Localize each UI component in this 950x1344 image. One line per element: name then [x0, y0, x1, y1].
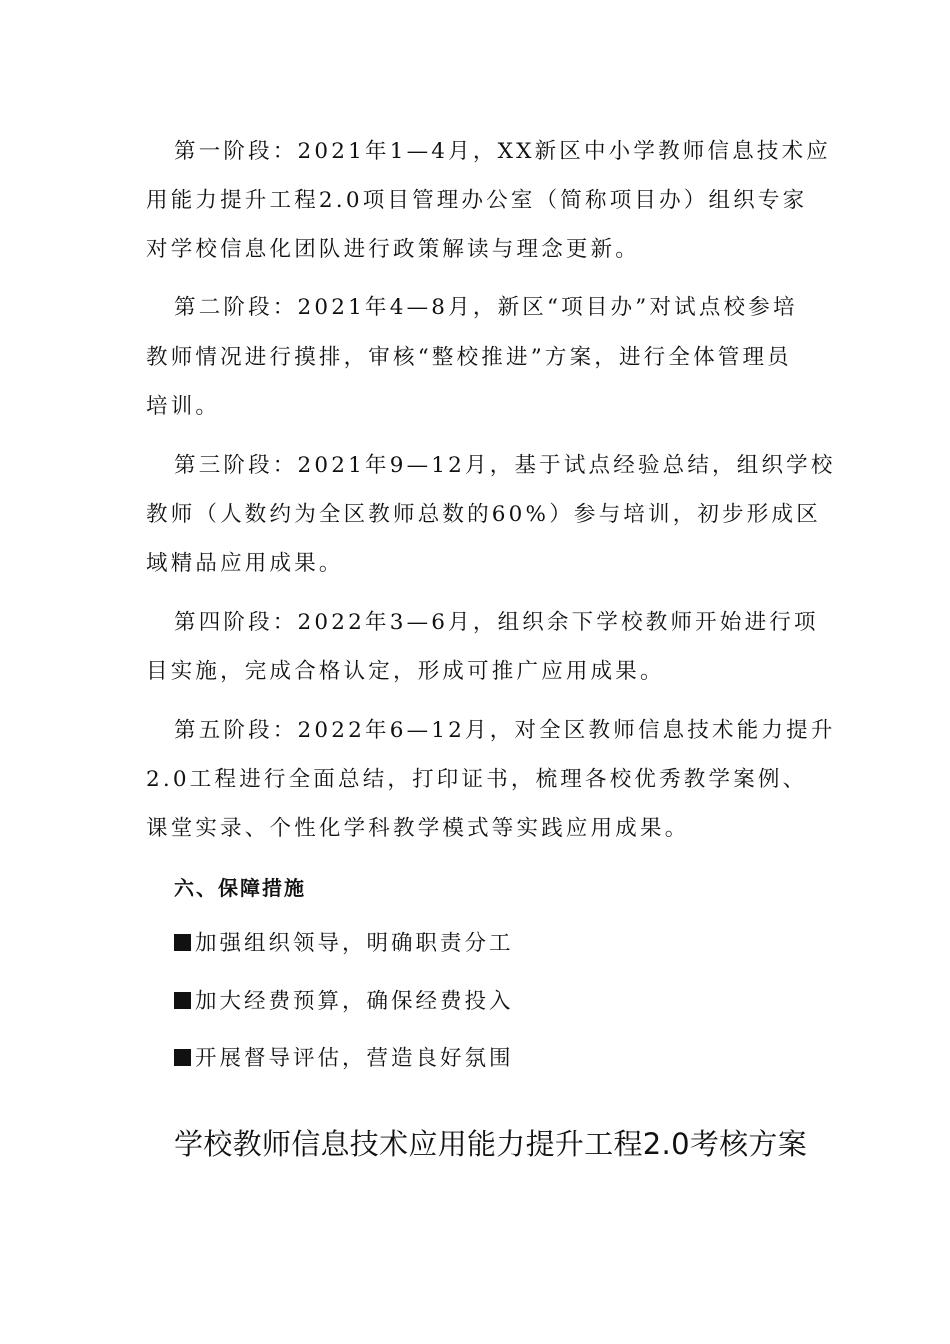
measure-text: 加强组织领导，明确职责分工 [195, 931, 514, 956]
document-title: 学校教师信息技术应用能力提升工程2.0考核方案 [174, 1127, 808, 1161]
square-bullet-icon [174, 1049, 191, 1066]
stage-5-line-1: 第五阶段：2022年6—12月，对全区教师信息技术能力提升 [174, 718, 836, 743]
stage-5-line-2: 2.0工程进行全面总结，打印证书，梳理各校优秀教学案例、 [146, 767, 808, 792]
measure-text: 加大经费预算，确保经费投入 [195, 989, 514, 1014]
stage-2-line-2: 教师情况进行摸排，审核“整校推进”方案，进行全体管理员 [146, 345, 792, 370]
measure-item [174, 929, 514, 959]
stage-2-line-3: 培训。 [146, 394, 221, 419]
stage-3-line-2: 教师（人数约为全区教师总数的60%）参与培训，初步形成区 [146, 502, 821, 527]
stage-4-line-1: 第四阶段：2022年3—6月，组织余下学校教师开始进行项 [174, 610, 819, 635]
measure-item [174, 1044, 514, 1074]
square-bullet-icon [174, 934, 191, 951]
stage-3-line-1: 第三阶段：2021年9—12月，基于试点经验总结，组织学校 [174, 453, 836, 478]
stage-5-line-3: 课堂实录、个性化学科教学模式等实践应用成果。 [146, 816, 690, 841]
measure-text: 开展督导评估，营造良好氛围 [195, 1046, 514, 1071]
stage-1-line-2: 用能力提升工程2.0项目管理办公室（简称项目办）组织专家 [146, 188, 808, 213]
stage-1-line-1: 第一阶段：2021年1—4月，XX新区中小学教师信息技术应 [174, 139, 831, 164]
section-heading: 六、保障措施 [174, 876, 306, 900]
square-bullet-icon [174, 992, 191, 1009]
measure-item [174, 987, 514, 1017]
stage-3-line-3: 域精品应用成果。 [146, 551, 344, 576]
stage-1-line-3: 对学校信息化团队进行政策解读与理念更新。 [146, 237, 641, 262]
stage-2-line-1: 第二阶段：2021年4—8月，新区“项目办”对试点校参培 [174, 295, 798, 320]
stage-4-line-2: 目实施，完成合格认定，形成可推广应用成果。 [146, 659, 665, 684]
